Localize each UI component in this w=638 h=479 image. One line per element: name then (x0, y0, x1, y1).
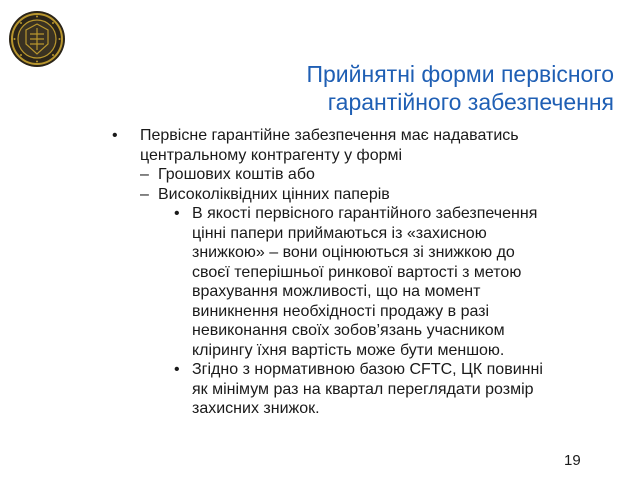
bullet-text: невиконання своїх зобов’язань учасником (192, 322, 505, 339)
bullet-dot-icon: • (112, 127, 118, 144)
bullet-dash-icon: – (140, 166, 149, 183)
bullet-text: цінні папери приймаються із «захисною (192, 224, 487, 242)
bullet-item (112, 165, 632, 185)
bullet-text: врахування можливості, що на момент (192, 283, 481, 300)
bullet-dot-icon: • (174, 205, 180, 222)
slide-title (194, 60, 614, 116)
bullet-text: клірингу їхня вартість може бути меншою. (192, 341, 505, 359)
bullet-text: виникнення необхідності продажу в разі (192, 302, 490, 320)
bullet-list (112, 126, 632, 419)
bullet-item (112, 185, 632, 205)
bullet-text: як мінімум раз на квартал переглядати розмір (192, 380, 534, 398)
bullet-text: захисних знижок. (192, 400, 320, 417)
bullet-item (112, 204, 632, 360)
bullet-text: Високоліквідних цінних паперів (158, 185, 390, 203)
bullet-text: знижкою» – вони оцінюються зі знижкою до (192, 244, 515, 261)
bullet-text: своєї теперішньої ринкової вартості з метою (192, 263, 522, 281)
bullet-text: Первісне гарантійне забезпечення має надаватись (140, 127, 519, 144)
bullet-text: Згідно з нормативною базою CFTC, ЦК повинні (192, 361, 543, 378)
cftc-seal-icon (8, 10, 66, 68)
bullet-text: В якості первісного гарантійного забезпечення (192, 205, 538, 222)
page-number: 19 (564, 452, 581, 469)
bullet-text: Грошових коштів або (158, 166, 315, 183)
slide-title-line: Прийнятні форми первісного (306, 61, 614, 87)
bullet-text: центральному контрагенту у формі (140, 146, 403, 164)
bullet-dot-icon: • (174, 361, 180, 378)
bullet-item (112, 360, 632, 419)
bullet-item (112, 126, 632, 165)
slide-title-line: гарантійного забезпечення (327, 89, 614, 115)
bullet-dash-icon: – (140, 185, 149, 203)
